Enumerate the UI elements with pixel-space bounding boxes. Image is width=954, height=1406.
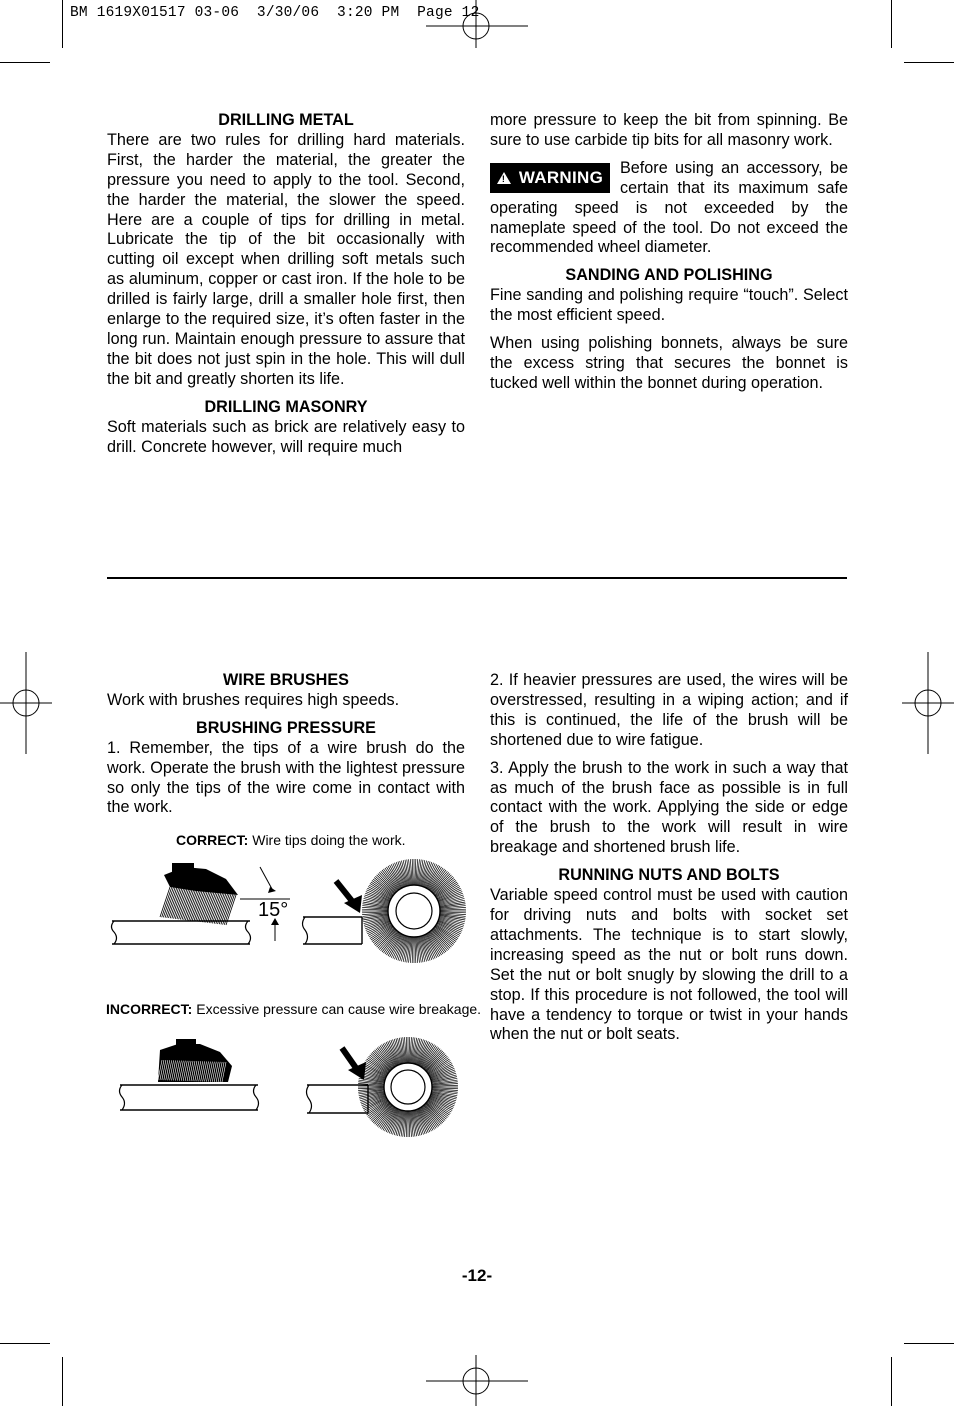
printer-slug: BM 1619X01517 03-06 3/30/06 3:20 PM Page 12 <box>70 5 480 21</box>
correct-illustration <box>100 855 470 975</box>
crop-mark <box>891 0 892 48</box>
heading-wire-brushes: WIRE BRUSHES <box>223 671 349 689</box>
cup-brush-icon <box>160 863 238 925</box>
workpiece-bar <box>120 1085 259 1110</box>
heading-drilling-masonry: DRILLING MASONRY <box>204 397 368 416</box>
paragraph-sanding-2: When using polishing bonnets, always be sure the excess string that secures the bonnet is tucked well within the bonnet during operation. <box>490 334 848 392</box>
workpiece-short <box>303 917 363 944</box>
warning-badge <box>490 163 610 193</box>
registration-mark-top <box>426 0 528 50</box>
paragraph-sanding-1: Fine sanding and polishing require “touch”. Select the most efficient speed. <box>490 286 848 325</box>
page-number: -12- <box>461 1266 493 1285</box>
left-column-top <box>107 111 465 457</box>
warning-triangle-icon: ! <box>497 172 511 184</box>
heading-sanding-polishing: SANDING AND POLISHING <box>565 266 773 285</box>
registration-mark-right <box>902 652 954 754</box>
paragraph-masonry-continued: more pressure to keep the bit from spinning. Be sure to use carbide tip bits for all masonry work. <box>490 111 848 149</box>
crop-mark <box>62 1357 63 1406</box>
heading-running-nuts-bolts: RUNNING NUTS AND BOLTS <box>558 866 780 885</box>
paragraph-heavier-pressure: 2. If heavier pressures are used, the wires will be overstressed, resulting in a wiping action; and if this is continued, the life of the brush will be shortened due to wire fatigue. <box>490 671 848 749</box>
crop-mark <box>62 0 63 48</box>
crop-mark <box>904 1343 954 1344</box>
caption-correct-label: CORRECT: <box>176 832 249 848</box>
heading-brushing-pressure: BRUSHING PRESSURE <box>196 718 376 737</box>
paragraph-brushing-pressure: 1. Remember, the tips of a wire brush do the work. Operate the brush with the lightest pressure so only the tips of the wire come in contact with the work. <box>107 738 465 817</box>
right-column-bottom <box>490 671 848 1045</box>
pressure-arrow-icon <box>342 1048 366 1080</box>
wheel-brush-icon <box>358 1037 458 1137</box>
paragraph-nuts-bolts: Variable speed control must be used with caution for driving nuts and bolts with socket set attachments. The technique is to start slowly, increasing speed as the nut or bolt runs down. Set the nut or bolt snugly by slowing the drill to a stop. If this procedure is not followed, the tool will have a tendency to torque or twist in your hands when the nut or bolt seats. <box>490 886 848 1044</box>
cup-brush-icon <box>158 1039 232 1082</box>
right-column-top <box>490 111 848 394</box>
paragraph-drilling-masonry: Soft materials such as brick are relatively easy to drill. Concrete however, will require much <box>107 417 465 456</box>
heading-drilling-metal: DRILLING METAL <box>218 111 354 129</box>
paragraph-wire-brushes: Work with brushes requires high speeds. <box>107 690 400 709</box>
pressure-arrow-icon <box>336 881 362 913</box>
section-divider <box>107 577 847 579</box>
caption-incorrect-text: Excessive pressure can cause wire breakage. <box>192 1001 482 1017</box>
registration-mark-bottom <box>426 1355 528 1406</box>
registration-mark-left <box>0 652 52 754</box>
warning-text: Before using an accessory, be certain that its maximum safe operating speed is not exceeded by the nameplate speed of the tool. Do not exceed the recommended wheel diameter. <box>490 158 848 257</box>
paragraph-drilling-metal: There are two rules for drilling hard materials. First, the harder the material, the greater the pressure you need to apply to the tool. Second, the harder the material, the slower the speed. Here are a couple of tips for drilling in metal. Lubricate the tip of the bit occasionally with cutting oil except when drilling soft metals such as aluminum, copper or cast iron. If the hole to be drilled is fairly large, drill a smaller hole first, then enlarge to the required size, it’s often faster in the long run. Maintain enough pressure to assure that the bit does not just spin in the hole. This will dull the bit and greatly shorten its life. <box>107 130 465 388</box>
crop-mark <box>0 1343 50 1344</box>
crop-mark <box>904 62 954 63</box>
workpiece-bar <box>112 921 251 944</box>
wheel-brush-icon <box>362 859 466 963</box>
incorrect-illustration <box>100 1030 470 1150</box>
caption-incorrect-label: INCORRECT: <box>106 1001 193 1017</box>
caption-incorrect <box>106 1001 481 1017</box>
warning-block <box>490 159 848 259</box>
warning-label: WARNING <box>518 167 604 187</box>
crop-mark <box>0 62 50 63</box>
workpiece-short <box>307 1085 369 1113</box>
caption-correct-text: Wire tips doing the work. <box>248 832 406 848</box>
paragraph-brush-face: 3. Apply the brush to the work in such a way that as much of the brush face as possible is in full contact with the work. Applying the side or edge of the brush to the work will result in wire breakage and shortened brush life. <box>490 758 848 857</box>
caption-correct <box>176 832 406 848</box>
left-column-bottom <box>107 671 465 818</box>
crop-mark <box>891 1357 892 1406</box>
angle-label: 15° <box>258 899 289 921</box>
